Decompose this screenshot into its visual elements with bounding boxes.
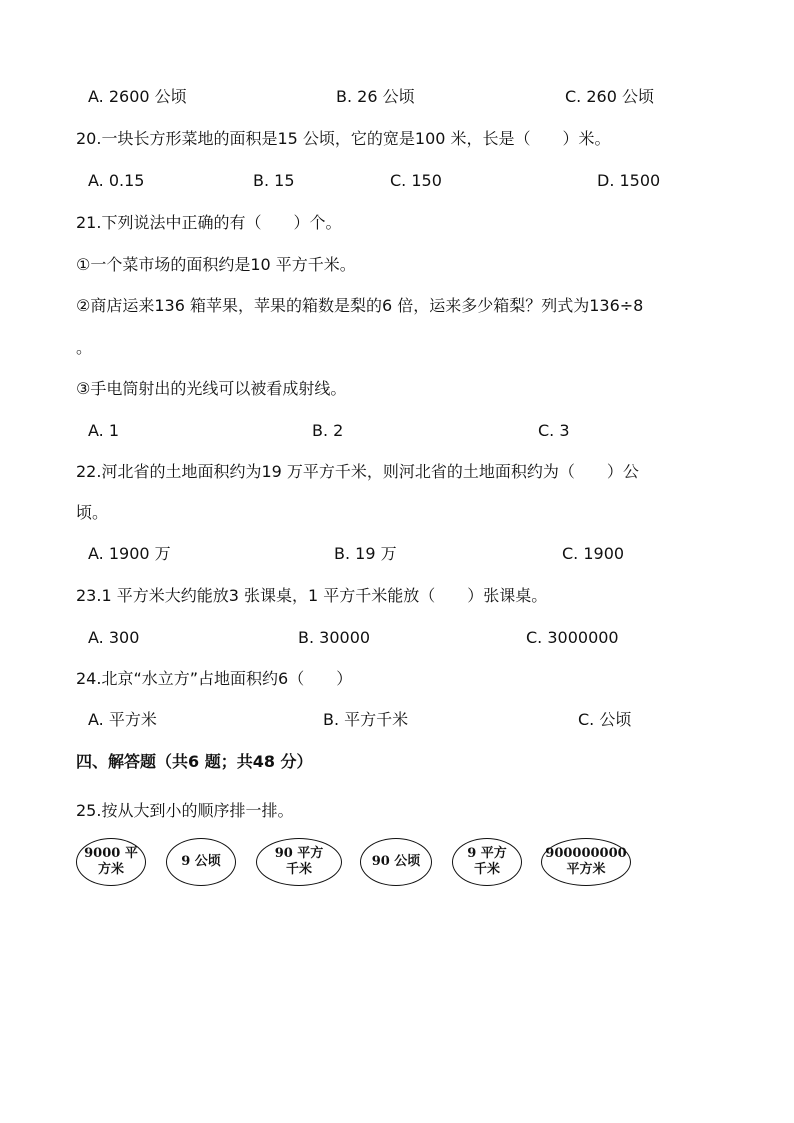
q20-option-c: C. 150 <box>390 171 442 190</box>
question-20: 20.一块长方形菜地的面积是15 公顷，它的宽是100 米，长是（ ）米。 <box>76 129 611 148</box>
q21-statement-2: ②商店运来136 箱苹果，苹果的箱数是梨的6 倍，运来多少箱梨？列式为136÷8 <box>76 296 644 315</box>
oval-label: 9000 平 方米 <box>84 846 138 877</box>
q20-option-d: D. 1500 <box>597 171 661 190</box>
oval-900000000-square-meters <box>541 838 631 886</box>
q21-option-b: B. 2 <box>312 421 344 440</box>
q23-option-c: C. 3000000 <box>526 628 619 647</box>
q24-option-b: B. 平方千米 <box>323 710 409 729</box>
oval-label: 90 平方 千米 <box>274 846 324 877</box>
question-23: 23.1 平方米大约能放3 张课桌，1 平方千米能放（ ）张课桌。 <box>76 586 548 605</box>
question-22-cont: 顷。 <box>76 503 109 522</box>
q19-option-c: C. 260 公顷 <box>565 87 654 106</box>
oval-label: 900000000 平方米 <box>545 846 627 877</box>
q21-statement-1: ①一个菜市场的面积约是10 平方千米。 <box>76 255 356 274</box>
question-24: 24.北京“水立方”占地面积约6（ ） <box>76 669 353 688</box>
question-21: 21.下列说法中正确的有（ ）个。 <box>76 213 342 232</box>
oval-9000-square-meters <box>76 838 146 886</box>
oval-9-square-km <box>452 838 522 886</box>
q21-statement-3: ③手电筒射出的光线可以被看成射线。 <box>76 379 347 398</box>
q22-option-b: B. 19 万 <box>334 544 397 563</box>
q22-option-a: A. 1900 万 <box>88 544 171 563</box>
q23-option-a: A. 300 <box>88 628 140 647</box>
q23-option-b: B. 30000 <box>298 628 371 647</box>
q21-statement-2-end: 。 <box>76 338 93 357</box>
q21-option-c: C. 3 <box>538 421 570 440</box>
section-heading: 四、解答题（共6 题；共48 分） <box>76 752 313 771</box>
q20-option-b: B. 15 <box>253 171 295 190</box>
question-22: 22.河北省的土地面积约为19 万平方千米，则河北省的土地面积约为（ ）公 <box>76 462 639 481</box>
oval-label: 9 公顷 <box>181 854 221 869</box>
question-25: 25.按从大到小的顺序排一排。 <box>76 801 294 820</box>
q24-option-c: C. 公顷 <box>578 710 632 729</box>
q19-option-b: B. 26 公顷 <box>336 87 415 106</box>
oval-label: 9 平方 千米 <box>467 846 507 877</box>
q22-option-c: C. 1900 <box>562 544 625 563</box>
q21-option-a: A. 1 <box>88 421 120 440</box>
oval-9-hectares <box>166 838 236 886</box>
q24-option-a: A. 平方米 <box>88 710 157 729</box>
oval-90-hectares <box>360 838 432 886</box>
q19-option-a: A. 2600 公顷 <box>88 87 187 106</box>
oval-90-square-km <box>256 838 342 886</box>
oval-label: 90 公顷 <box>371 854 421 869</box>
q20-option-a: A. 0.15 <box>88 171 145 190</box>
